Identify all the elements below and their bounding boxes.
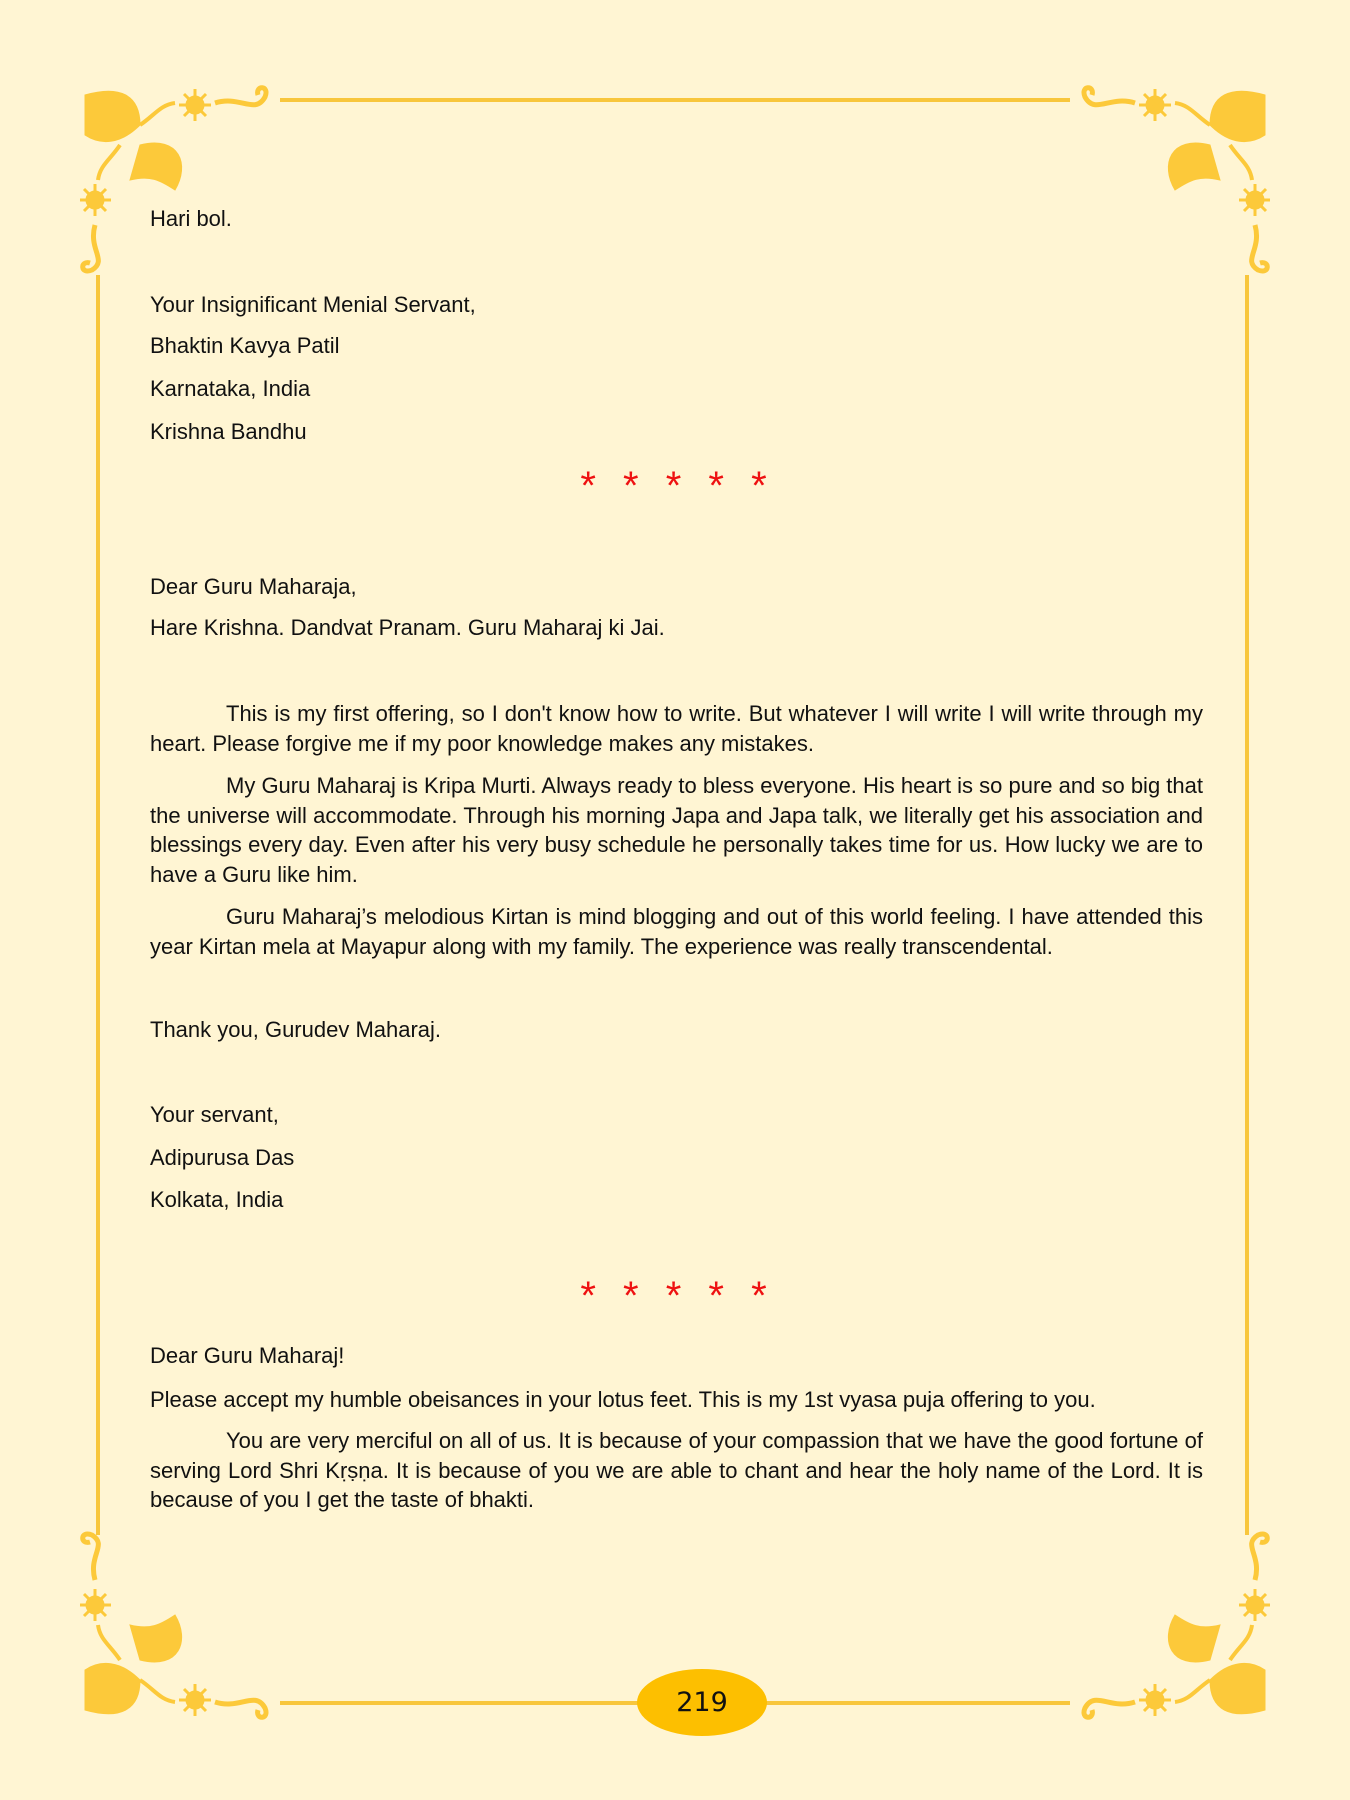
separator-stars: * * * * * xyxy=(580,1274,775,1318)
separator-stars: * * * * * xyxy=(580,464,775,508)
greeting: Hare Krishna. Dandvat Pranam. Guru Maharaj ki Jai. xyxy=(150,615,665,640)
frame-right-line xyxy=(1245,275,1249,1535)
paragraph: My Guru Maharaj is Kripa Murti. Always ready to bless everyone. His heart is so pure and so big that the universe will accommodate. Through his morning Japa and Japa talk, we literally get his association and blessings every day. Even after his very busy schedule he personally takes time for us. How lucky we are to have a Guru like him. xyxy=(150,773,1203,887)
thanks-text: Thank you, Gurudev Maharaj. xyxy=(150,1017,442,1042)
corner-ornament-bottom-right-icon xyxy=(1070,1520,1270,1720)
frame-left-line xyxy=(96,275,100,1535)
corner-ornament-top-right-icon xyxy=(1070,85,1270,285)
signature-line: Your servant, xyxy=(150,1102,279,1127)
frame-bottom-line-left xyxy=(280,1701,640,1705)
paragraph: Guru Maharaj’s melodious Kirtan is mind blogging and out of this world feeling. I have attended this year Kirtan mela at Mayapur along with my family. The experience was really transcendental. xyxy=(150,904,1203,959)
corner-ornament-bottom-left-icon xyxy=(80,1520,280,1720)
signature-location: Kolkata, India xyxy=(150,1187,284,1212)
closing-text: Hari bol. xyxy=(150,206,232,231)
signature-group: Krishna Bandhu xyxy=(150,419,307,444)
signature-name: Adipurusa Das xyxy=(150,1145,295,1170)
salutation: Dear Guru Maharaja, xyxy=(150,574,357,599)
corner-ornament-top-left-icon xyxy=(80,85,280,285)
salutation: Dear Guru Maharaj! xyxy=(150,1343,345,1368)
paragraph: You are very merciful on all of us. It is because of your compassion that we have the good fortune of serving Lord Shri Kṛṣṇa. It is because of you we are able to chant and hear the holy name of the Lord. It is because of you I get the taste of bhakti. xyxy=(150,1428,1203,1512)
signature-line: Your Insignificant Menial Servant, xyxy=(150,292,476,317)
paragraph: This is my first offering, so I don't know how to write. But whatever I will write I will write through my heart. Please forgive me if my poor knowledge makes any mistakes. xyxy=(150,701,1203,756)
frame-bottom-line-right xyxy=(765,1701,1070,1705)
signature-location: Karnataka, India xyxy=(150,376,311,401)
greeting: Please accept my humble obeisances in your lotus feet. This is my 1st vyasa puja offering to you. xyxy=(150,1387,1096,1412)
signature-name: Bhaktin Kavya Patil xyxy=(150,333,340,358)
page-number: 219 xyxy=(637,1669,767,1736)
frame-top-line xyxy=(280,98,1070,102)
